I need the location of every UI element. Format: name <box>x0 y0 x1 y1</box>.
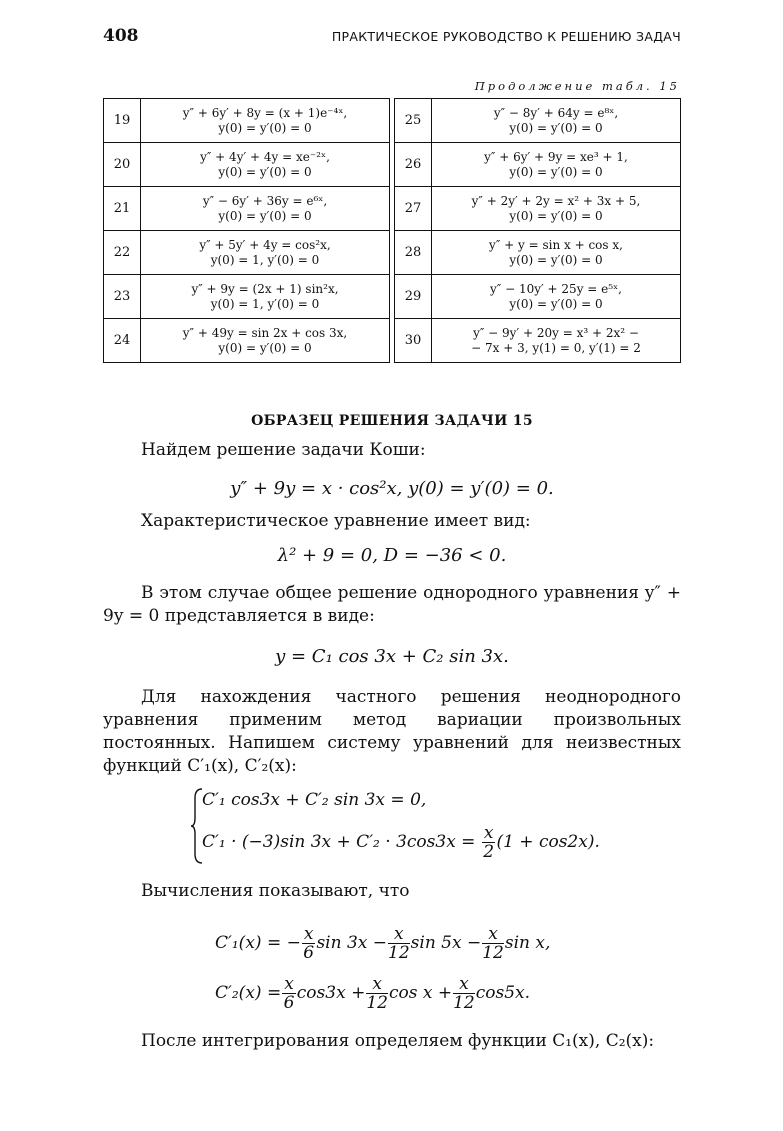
table-row <box>104 187 681 231</box>
fraction-x-over-2: $\frac{x}{2}$ <box>483 823 495 862</box>
formula-c2-prime: C′₂(x) = $\frac{x}{6}$ cos3x + $\frac{x}{12}$ cos x + $\frac{x}{12}$ cos5x. <box>215 974 531 1013</box>
page-number: 408 <box>103 26 139 46</box>
tasks-table <box>103 98 681 363</box>
task-equation: y″ − 10y′ + 25y = e⁵ˣ, y(0) = y′(0) = 0 <box>432 275 681 319</box>
page-header <box>103 26 681 50</box>
task-number: 19 <box>104 99 141 143</box>
table-row <box>104 231 681 275</box>
task-number: 20 <box>104 143 141 187</box>
formula-cauchy-problem: y″ + 9y = x · cos²x, y(0) = y′(0) = 0. <box>230 478 554 499</box>
task-equation: y″ + 9y = (2x + 1) sin²x, y(0) = 1, y′(0) = 0 <box>141 275 390 319</box>
formula-general-solution: y = C₁ cos 3x + C₂ sin 3x. <box>275 646 509 667</box>
table-row <box>104 275 681 319</box>
task-equation: y″ − 9y′ + 20y = x³ + 2x² − − 7x + 3, y(1) = 0, y′(1) = 2 <box>432 319 681 363</box>
paragraph-homogeneous: В этом случае общее решение однородного уравнения y″ + 9y = 0 представляется в виде: <box>103 583 681 626</box>
task-equation: y″ + 2y′ + 2y = x² + 3x + 5, y(0) = y′(0) = 0 <box>432 187 681 231</box>
table-row <box>104 143 681 187</box>
task-number: 29 <box>395 275 432 319</box>
table-row <box>104 99 681 143</box>
equation-system <box>190 786 610 866</box>
task-number: 30 <box>395 319 432 363</box>
task-number: 23 <box>104 275 141 319</box>
paragraph-characteristic: Характеристическое уравнение имеет вид: <box>141 511 531 531</box>
paragraph-integration: После интегрирования определяем функции C₁(x), C₂(x): <box>141 1031 655 1051</box>
task-number: 21 <box>104 187 141 231</box>
task-equation: y″ + 6y′ + 9y = xe³ + 1, y(0) = y′(0) = 0 <box>432 143 681 187</box>
task-number: 28 <box>395 231 432 275</box>
paragraph-variation: Для нахождения частного решения неоднородного уравнения применим метод вариации произвольных постоянных. Напишем систему уравнений для неизвестных функций C′₁(x), C′₂(x): <box>103 687 681 776</box>
table-continuation-label: Продолжение табл. 15 <box>474 79 680 93</box>
task-equation: y″ + 4y′ + 4y = xe⁻²ˣ, y(0) = y′(0) = 0 <box>141 143 390 187</box>
formula-characteristic: λ² + 9 = 0, D = −36 < 0. <box>277 545 507 566</box>
table-row <box>104 319 681 363</box>
task-equation: y″ + y = sin x + cos x, y(0) = y′(0) = 0 <box>432 231 681 275</box>
task-number: 24 <box>104 319 141 363</box>
system-equation-2: C′₁ · (−3)sin 3x + C′₂ · 3cos3x = $\frac{x}{2}$ (1 + cos2x). <box>202 823 600 862</box>
running-title: ПРАКТИЧЕСКОЕ РУКОВОДСТВО К РЕШЕНИЮ ЗАДАЧ <box>331 29 681 44</box>
task-equation: y″ + 6y′ + 8y = (x + 1)e⁻⁴ˣ, y(0) = y′(0) = 0 <box>141 99 390 143</box>
task-equation: y″ − 6y′ + 36y = e⁶ˣ, y(0) = y′(0) = 0 <box>141 187 390 231</box>
task-number: 22 <box>104 231 141 275</box>
task-number: 27 <box>395 187 432 231</box>
paragraph-computations: Вычисления показывают, что <box>141 881 410 901</box>
formula-c1-prime: C′₁(x) = − $\frac{x}{6}$ sin 3x − $\frac{x}{12}$ sin 5x − $\frac{x}{12}$ sin x, <box>215 924 551 963</box>
task-equation: y″ − 8y′ + 64y = e⁸ˣ, y(0) = y′(0) = 0 <box>432 99 681 143</box>
section-title: ОБРАЗЕЦ РЕШЕНИЯ ЗАДАЧИ 15 <box>251 413 533 429</box>
task-equation: y″ + 49y = sin 2x + cos 3x, y(0) = y′(0) = 0 <box>141 319 390 363</box>
task-number: 26 <box>395 143 432 187</box>
paragraph-cauchy: Найдем решение задачи Коши: <box>141 440 426 460</box>
task-equation: y″ + 5y′ + 4y = cos²x, y(0) = 1, y′(0) = 0 <box>141 231 390 275</box>
system-equation-1: C′₁ cos3x + C′₂ sin 3x = 0, <box>202 790 427 810</box>
task-number: 25 <box>395 99 432 143</box>
